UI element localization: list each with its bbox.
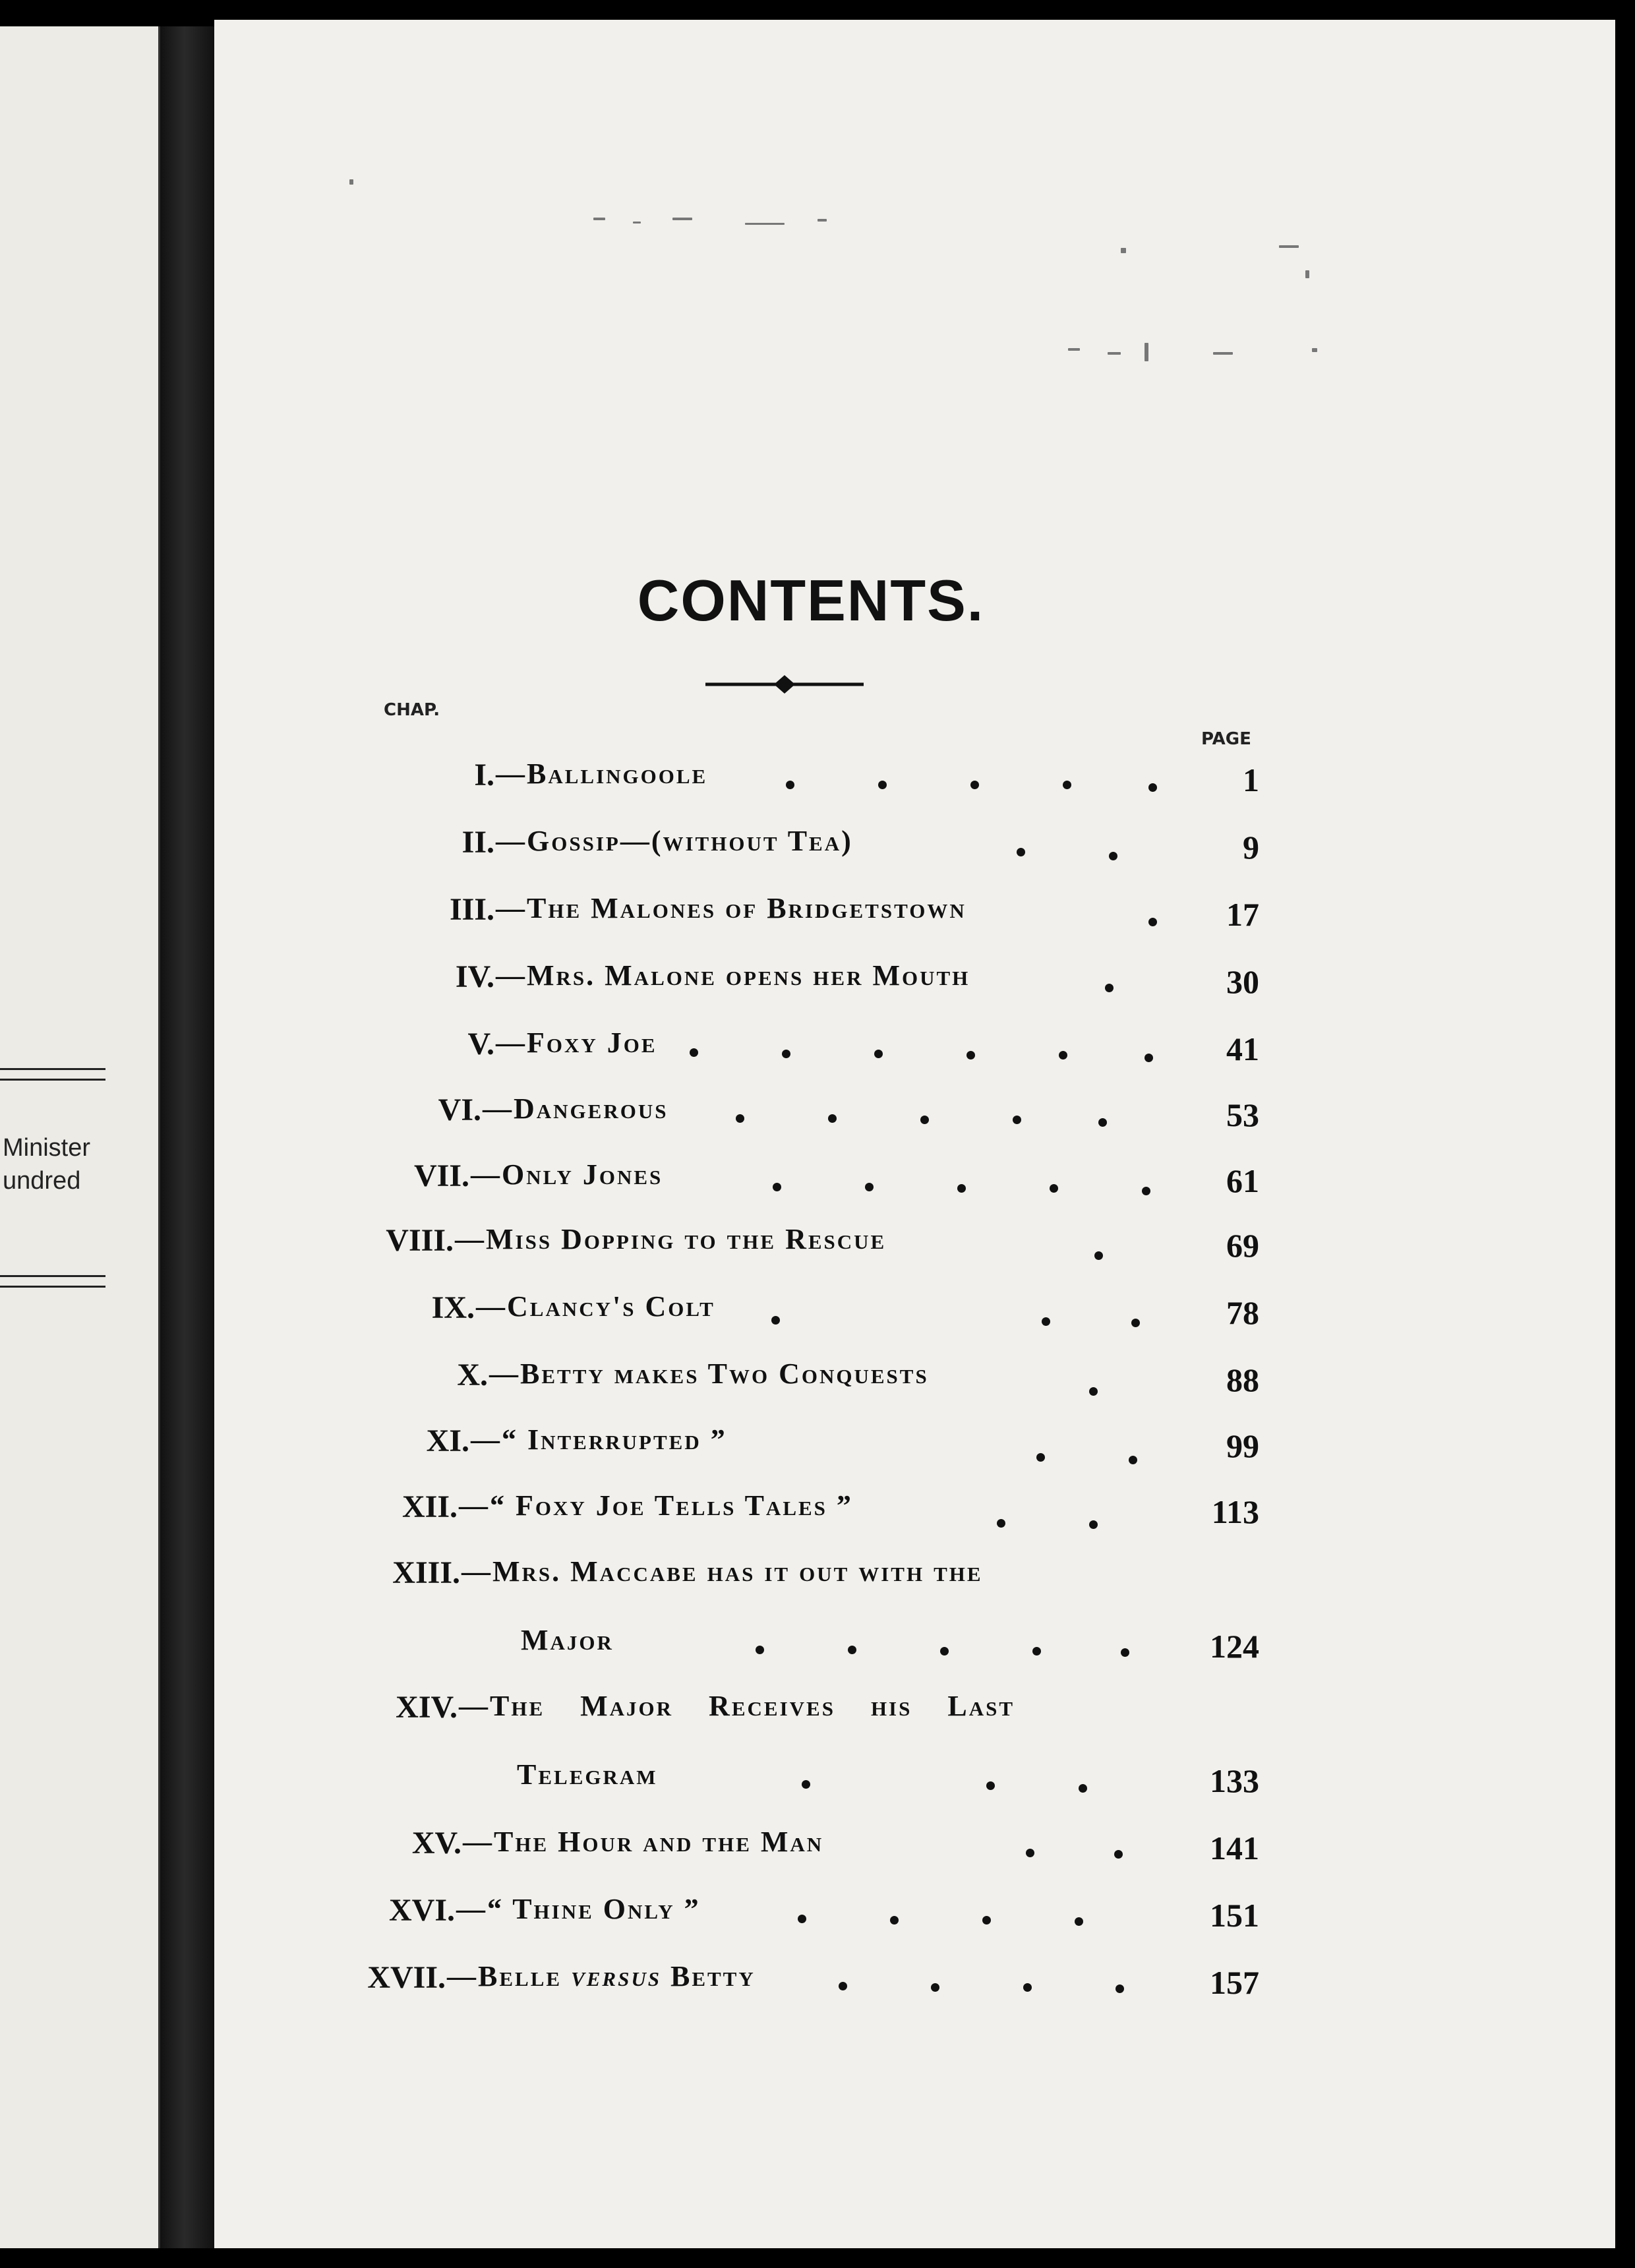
chapter-title: —“ Thine Only ” (456, 1893, 701, 1925)
leader-dot (848, 1646, 856, 1654)
leader-dot (782, 1050, 790, 1058)
chapter-number: XII. (401, 1489, 458, 1524)
leader-dot (931, 1983, 939, 1992)
toc-entry (0, 757, 1635, 803)
leader-dot (1144, 1054, 1153, 1062)
leader-dot (690, 1048, 698, 1057)
page-number: 157 (1210, 1964, 1259, 2001)
chapter-title: —Foxy Joe (496, 1027, 657, 1059)
chapter-number: I. (474, 758, 494, 792)
toc-entry (0, 959, 1635, 1005)
leader-dot (874, 1050, 883, 1058)
page-number: 61 (1226, 1162, 1259, 1199)
page-number: 9 (1243, 829, 1259, 866)
leader-dot (940, 1647, 949, 1656)
leader-dot (1050, 1184, 1058, 1193)
leader-dot (1075, 1917, 1083, 1926)
chapter-column-header: CHAP. (384, 700, 440, 720)
page-number: 78 (1226, 1294, 1259, 1331)
leader-dot (773, 1183, 781, 1191)
left-page-fragment: undred (3, 1167, 81, 1195)
chapter-title: —“ Interrupted ” (471, 1423, 727, 1456)
leader-dot (1098, 1118, 1107, 1127)
page-number: 1 (1243, 761, 1259, 798)
leader-dot (957, 1184, 966, 1193)
leader-dot (982, 1916, 991, 1925)
chapter-number: XIII. (392, 1555, 460, 1590)
chapter-number: XV. (411, 1826, 461, 1861)
page-number: 69 (1226, 1227, 1259, 1264)
toc-entry (0, 1357, 1635, 1403)
leader-dot (890, 1916, 899, 1925)
chapter-title: —Dangerous (483, 1092, 669, 1125)
page-number: 17 (1226, 896, 1259, 933)
page-column-header: PAGE (1201, 729, 1251, 749)
toc-entry (0, 1158, 1635, 1204)
toc-entry (0, 1290, 1635, 1336)
page-number: 99 (1226, 1427, 1259, 1464)
chapter-number: XVII. (367, 1960, 446, 1995)
page-number: 30 (1226, 963, 1259, 1000)
chapter-number: VI. (438, 1092, 481, 1127)
toc-entry (0, 1489, 1635, 1535)
toc-entry (0, 891, 1635, 938)
leader-dot (1115, 1984, 1124, 1993)
leader-dot (1142, 1187, 1150, 1195)
toc-entry (0, 1423, 1635, 1469)
page-number: 113 (1211, 1493, 1259, 1530)
chapter-title-continued: Telegram (517, 1758, 658, 1791)
leader-dot (1105, 984, 1114, 992)
page-number: 124 (1210, 1628, 1259, 1665)
leader-dot (1121, 1648, 1129, 1657)
chapter-title: —Only Jones (471, 1158, 663, 1191)
leader-dot (1013, 1116, 1021, 1124)
chapter-title: —“ Foxy Joe Tells Tales ” (459, 1489, 853, 1522)
chapter-title: —Betty makes Two Conquests (489, 1358, 929, 1390)
page-number: 41 (1226, 1030, 1259, 1067)
toc-entry (0, 1689, 1635, 1801)
toc-entry (0, 1555, 1635, 1667)
leader-dot (986, 1781, 995, 1790)
leader-dot (1131, 1319, 1140, 1327)
toc-entry (0, 1825, 1635, 1871)
toc-entry (0, 1959, 1635, 2006)
leader-dot (1026, 1849, 1034, 1857)
chapter-title: —The Hour and the Man (463, 1826, 824, 1858)
leader-dot (1023, 1983, 1032, 1992)
chapter-number: II. (461, 825, 494, 860)
leader-dot (966, 1051, 975, 1059)
leader-dot (865, 1183, 874, 1191)
chapter-number: XIV. (396, 1690, 458, 1725)
leader-dot (839, 1982, 847, 1990)
leader-dot (1036, 1453, 1045, 1462)
chapter-number: IX. (431, 1290, 475, 1325)
chapter-number: V. (467, 1027, 494, 1061)
chapter-title: —Mrs. Maccabe has it out with the (461, 1555, 983, 1588)
toc-entry (0, 824, 1635, 870)
toc-entry (0, 1222, 1635, 1268)
chapter-title: —Ballingoole (496, 758, 708, 790)
chapter-number: III. (449, 892, 494, 927)
leader-dot (1063, 781, 1071, 789)
leader-dot (1017, 848, 1025, 856)
chapter-number: X. (457, 1358, 488, 1392)
leader-dot (878, 781, 887, 789)
page-title: CONTENTS. (637, 568, 985, 633)
leader-dot (736, 1114, 744, 1123)
leader-dot (1042, 1317, 1050, 1326)
chapter-number: XVI. (388, 1893, 455, 1928)
leader-dot (802, 1780, 810, 1789)
title-text: Betty (661, 1960, 756, 1992)
leader-dot (786, 781, 794, 789)
chapter-title: —Clancy's Colt (476, 1290, 715, 1323)
leader-dot (756, 1646, 764, 1654)
chapter-title: —Miss Dopping to the Rescue (455, 1223, 887, 1255)
title-italic-word: versus (571, 1960, 661, 1992)
chapter-title (447, 1959, 756, 1993)
leader-dot (997, 1519, 1005, 1528)
toc-entry (0, 1892, 1635, 1938)
chapter-title: —Mrs. Malone opens her Mouth (496, 959, 970, 992)
left-page-fragment: Minister (3, 1134, 91, 1162)
leader-dot (920, 1116, 929, 1124)
leader-dot (1129, 1456, 1137, 1464)
page-number: 141 (1210, 1830, 1259, 1866)
leader-dot (970, 781, 979, 789)
page-number: 151 (1210, 1897, 1259, 1934)
leader-dot (1109, 852, 1117, 860)
leader-dot (771, 1316, 780, 1325)
page-number: 53 (1226, 1096, 1259, 1133)
leader-dot (1079, 1784, 1087, 1793)
chapter-number: IV. (455, 959, 494, 994)
chapter-title: —The Major Receives his Last (459, 1690, 1015, 1722)
chapter-number: XI. (426, 1423, 469, 1458)
leader-dot (1089, 1520, 1098, 1529)
toc-entry (0, 1026, 1635, 1072)
leader-dot (1148, 918, 1157, 926)
chapter-number: VIII. (386, 1223, 454, 1258)
leader-dot (828, 1114, 837, 1123)
leader-dot (1114, 1850, 1123, 1859)
page-number: 88 (1226, 1361, 1259, 1398)
title-text: —Belle (447, 1960, 572, 1992)
leader-dot (1148, 783, 1157, 792)
page-number: 133 (1210, 1762, 1259, 1799)
chapter-title-continued: Major (521, 1624, 614, 1656)
leader-dot (1089, 1387, 1098, 1396)
chapter-title: —Gossip—(without Tea) (496, 825, 853, 857)
leader-dot (1032, 1647, 1041, 1656)
leader-dot (1059, 1051, 1067, 1059)
chapter-title: —The Malones of Bridgetstown (496, 892, 966, 924)
leader-dot (798, 1915, 806, 1923)
chapter-number: VII. (413, 1158, 469, 1193)
toc-entry (0, 1092, 1635, 1138)
leader-dot (1094, 1251, 1103, 1260)
